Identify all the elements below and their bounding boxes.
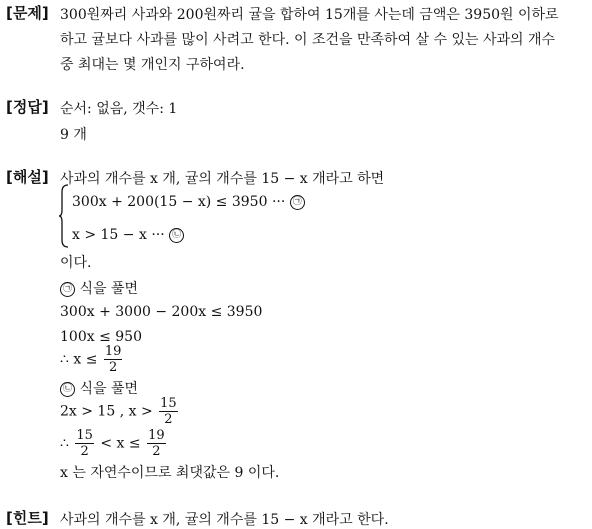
- answer-tag: [정답]: [6, 98, 49, 116]
- system-brace: [58, 184, 70, 248]
- step-2: 100x ≤ 950: [60, 329, 142, 345]
- step-3-lhs: ∴ x ≤: [60, 351, 98, 368]
- step-3: [60, 344, 124, 375]
- fraction-numerator: 19: [148, 428, 165, 443]
- fraction-denominator: 2: [109, 360, 118, 375]
- step-5-lhs: ∴: [60, 435, 69, 452]
- step-1: 300x + 3000 − 200x ≤ 3950: [60, 304, 263, 320]
- mark-1-badge-ref: ㉠: [60, 282, 75, 297]
- step-5-mid: < x ≤: [100, 435, 141, 452]
- fraction-numerator: 15: [76, 428, 93, 443]
- solution-intro: 사과의 개수를 x 개, 귤의 개수를 15 − x 개라고 하면: [60, 171, 385, 187]
- fraction-numerator: 15: [160, 396, 177, 411]
- ida-text: 이다.: [60, 255, 92, 271]
- hint-text: 사과의 개수를 x 개, 귤의 개수를 15 − x 개라고 한다.: [60, 512, 389, 528]
- problem-tag: [문제]: [6, 4, 49, 22]
- solve-label-2-text: 식을 풀면: [79, 381, 138, 397]
- fraction-denominator: 2: [164, 412, 173, 427]
- system-equation-2: [72, 227, 184, 243]
- fraction-19-2: [147, 428, 166, 459]
- solve-label-1-text: 식을 풀면: [79, 281, 138, 297]
- system-equation-1-text: 300x + 200(15 − x) ≤ 3950 ···: [72, 194, 286, 210]
- hint-tag: [힌트]: [6, 509, 49, 527]
- mark-1-badge: ㉠: [290, 195, 305, 210]
- problem-line-3: 중 최대는 몇 개인지 구하여라.: [60, 57, 245, 73]
- system-equation-2-text: x > 15 − x ···: [72, 227, 165, 243]
- conclusion: x 는 자연수이므로 최댓값은 9 이다.: [60, 465, 280, 481]
- step-4-a: 2x > 15 ,: [60, 403, 125, 420]
- fraction-numerator: 19: [104, 344, 122, 359]
- fraction-15-2: [75, 428, 94, 459]
- solution-tag: [해설]: [6, 168, 49, 186]
- answer-value: 9 개: [60, 127, 87, 143]
- problem-line-2: 하고 귤보다 사과를 많이 사려고 한다. 이 조건을 만족하여 살 수 있는 사과의 개수: [60, 32, 556, 48]
- fraction-denominator: 2: [80, 444, 89, 459]
- fraction-denominator: 2: [152, 444, 161, 459]
- mark-2-badge-ref: ㉡: [60, 382, 75, 397]
- mark-2-badge: ㉡: [169, 228, 184, 243]
- step-4-b: x >: [128, 403, 153, 420]
- step-5: [60, 428, 168, 459]
- solve-label-2: [60, 378, 138, 398]
- solve-label-1: [60, 278, 138, 298]
- fraction-19-2: [104, 344, 123, 375]
- answer-order-count: 순서: 없음, 갯수: 1: [60, 101, 178, 117]
- problem-line-1: 300원짜리 사과와 200원짜리 귤을 합하여 15개를 사는데 금액은 3950원 이하로: [60, 7, 559, 23]
- fraction-15-2: [159, 396, 178, 427]
- system-equation-1: [72, 194, 305, 210]
- step-4: [60, 396, 180, 427]
